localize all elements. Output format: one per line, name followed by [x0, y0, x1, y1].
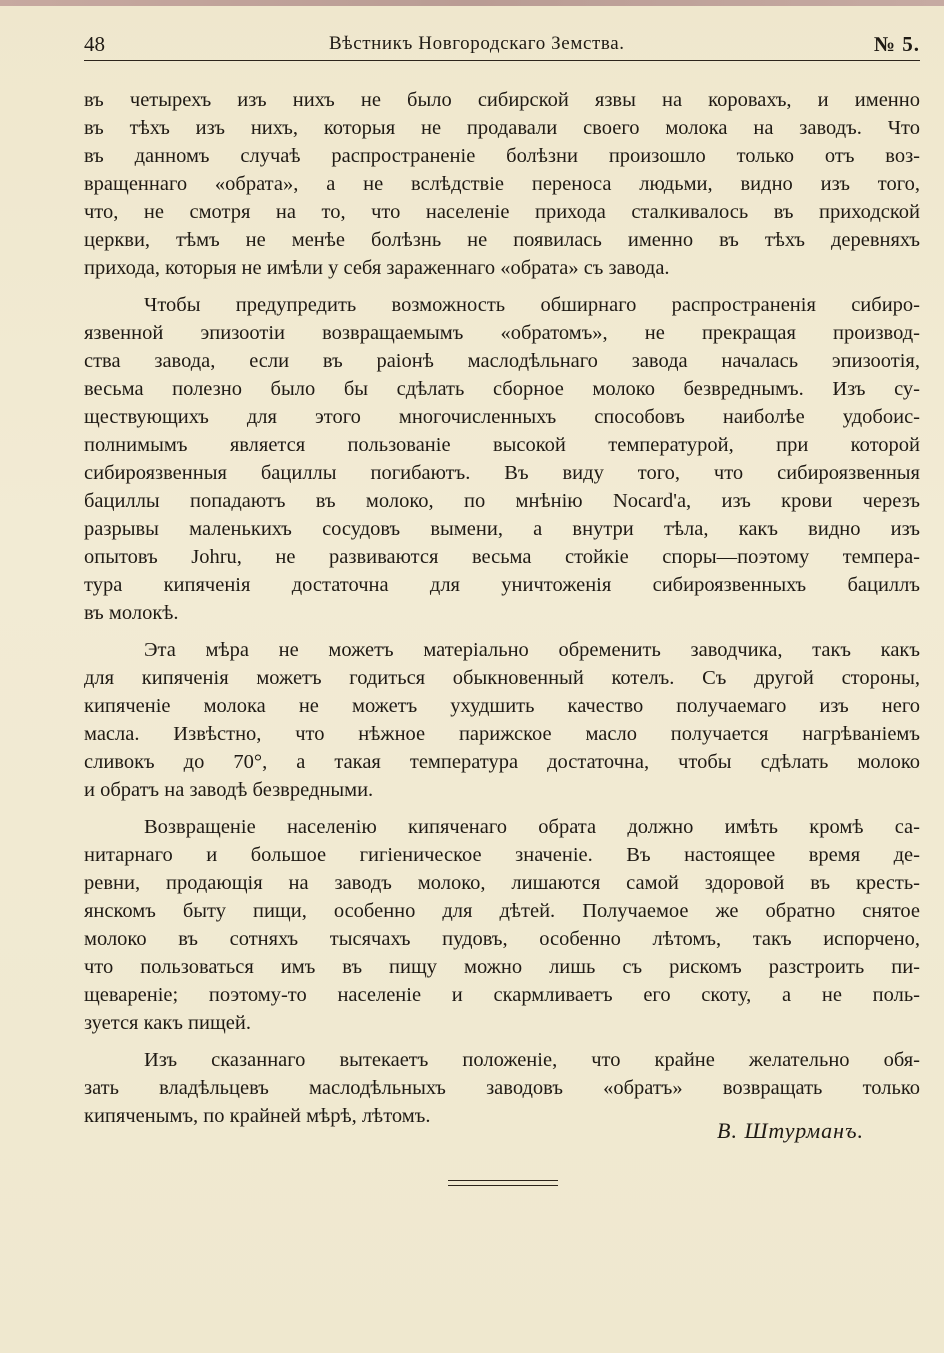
text-line: язвенной эпизоотіи возвращаемымъ «обратомъ», не прекращая производ- — [84, 322, 920, 344]
text-line: янскомъ быту пищи, особенно для дѣтей. Получаемое же обратно снятое — [84, 900, 920, 922]
paragraph — [84, 291, 920, 627]
text-line: опытовъ Johru, не развиваются весьма стойкіе споры—поэтому темпера- — [84, 546, 920, 568]
text-line: въ тѣхъ изъ нихъ, которыя не продавали своего молока на заводъ. Что — [84, 117, 920, 139]
text-line: ществующихъ для этого многочисленныхъ способовъ наиболѣе удобоис- — [84, 406, 920, 428]
text-line: что, не смотря на то, что населеніе прихода сталкивалось въ приходской — [84, 201, 920, 223]
text-line: щевареніе; поэтому-то населеніе и скармливаетъ его скоту, а не поль- — [84, 984, 920, 1006]
text-line: зать владѣльцевъ маслодѣльныхъ заводовъ «обратъ» возвращать только — [84, 1077, 920, 1099]
header-rule — [84, 60, 920, 61]
text-line: Эта мѣра не можетъ матеріально обременить заводчика, такъ какъ — [144, 639, 920, 661]
text-line: кипяченіе молока не можетъ ухудшить качество получаемаго изъ него — [84, 695, 920, 717]
text-line: масла. Извѣстно, что нѣжное парижское масло получается нагрѣваніемъ — [84, 723, 920, 745]
text-line: ревни, продающія на заводъ молоко, лишаются самой здоровой въ кресть- — [84, 872, 920, 894]
text-line: нитарнаго и большое гигіеническое значеніе. Въ настоящее время де- — [84, 844, 920, 866]
text-line: бациллы попадаютъ въ молоко, по мнѣнію Nocard'a, изъ крови черезъ — [84, 490, 920, 512]
text-line: въ четырехъ изъ нихъ не было сибирской язвы на коровахъ, и именно — [84, 89, 920, 111]
text-line: для кипяченія можетъ годиться обыкновенный котелъ. Съ другой стороны, — [84, 667, 920, 689]
text-line: и обратъ на заводѣ безвредными. — [84, 779, 374, 801]
text-line: въ данномъ случаѣ распространеніе болѣзни произошло только отъ воз- — [84, 145, 920, 167]
text-line: Чтобы предупредить возможность обширнаго распространенія сибиро- — [144, 294, 920, 316]
journal-title: Вѣстникъ Новгородскаго Земства. — [329, 33, 625, 54]
text-line: молоко въ сотняхъ тысячахъ пудовъ, особенно лѣтомъ, такъ испорчено, — [84, 928, 920, 950]
text-line: тура кипяченія достаточна для уничтоженія сибироязвенныхъ бациллъ — [84, 574, 920, 596]
text-line: разрывы маленькихъ сосудовъ вымени, а внутри тѣла, какъ видно изъ — [84, 518, 920, 540]
author-signature: В. Штурманъ. — [717, 1118, 864, 1143]
text-line: прихода, которыя не имѣли у себя зараженнаго «обрата» съ завода. — [84, 257, 670, 279]
text-line: кипяченымъ, по крайней мѣрѣ, лѣтомъ. — [84, 1105, 431, 1127]
text-line: вращеннаго «обрата», а не вслѣдствіе переноса людьми, видно изъ того, — [84, 173, 920, 195]
text-line: Изъ сказаннаго вытекаетъ положеніе, что крайне желательно обя- — [144, 1049, 920, 1071]
text-line: что пользоваться имъ въ пищу можно лишь съ рискомъ разстроить пи- — [84, 956, 920, 978]
end-rule — [448, 1180, 558, 1186]
text-line: сливокъ до 70°, а такая температура достаточна, чтобы сдѣлать молоко — [84, 751, 920, 773]
text-line: ства завода, если въ раіонѣ маслодѣльнаго завода началась эпизоотія, — [84, 350, 920, 372]
running-header — [84, 30, 920, 58]
article-body — [84, 86, 920, 1139]
text-line: полнимымъ является пользованіе высокой температурой, при которой — [84, 434, 920, 456]
issue-number: № 5. — [873, 32, 920, 56]
text-line: весьма полезно было бы сдѣлать сборное молоко безвреднымъ. Изъ су- — [84, 378, 920, 400]
paragraph — [84, 86, 920, 282]
paragraph — [84, 636, 920, 804]
text-line: церкви, тѣмъ не менѣе болѣзнь не появилась именно въ тѣхъ деревняхъ — [84, 229, 920, 251]
page-top-edge — [0, 0, 944, 6]
text-line: зуется какъ пищей. — [84, 1012, 251, 1034]
text-line: въ молокѣ. — [84, 602, 179, 624]
text-line: сибироязвенныя бациллы погибаютъ. Въ виду того, что сибироязвенныя — [84, 462, 920, 484]
page-number: 48 — [84, 32, 105, 56]
paragraph — [84, 813, 920, 1037]
text-line: Возвращеніе населенію кипяченаго обрата должно имѣть кромѣ са- — [144, 816, 920, 838]
